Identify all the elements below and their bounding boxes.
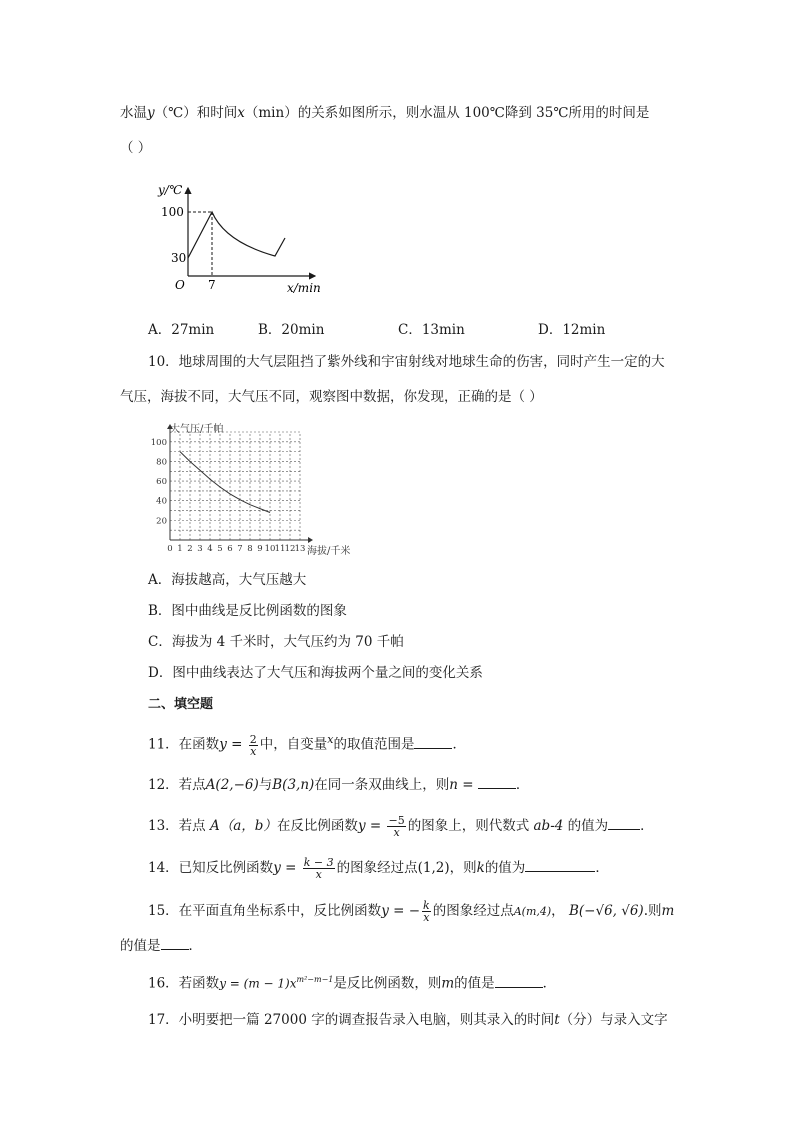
q12: 12．若点A(2,−6)与B(3,n)在同一条双曲线上，则n = ． <box>148 774 529 795</box>
q10-x-tick-label: 10 <box>264 544 276 554</box>
q10-option-c: C．海拔为 4 千米时，大气压约为 70 千帕 <box>148 634 404 650</box>
q10-series-line <box>180 452 270 513</box>
q10-x-tick-label: 13 <box>294 544 306 554</box>
q10-x-tick-label: 7 <box>237 544 243 554</box>
q10-x-tick-label: 11 <box>274 544 286 554</box>
q15-line2: 的值是 ． <box>120 935 202 956</box>
q14: 14．已知反比例函数y = $\frac{k - 3}{x}$ 的图象经过点(1,2)，则k的值为 ． <box>148 856 609 881</box>
q14-fraction: $\frac{k - 3}{x}$ <box>303 856 334 881</box>
q17: 17．小明要把一篇 27000 字的调查报告录入电脑，则其录入的时间t（分）与录入文字 <box>148 1012 668 1028</box>
q9-option-d: D．12min <box>538 322 606 338</box>
q10-line2: 气压，海拔不同，大气压不同，观察图中数据，你发现，正确的是（ ） <box>120 389 543 405</box>
q10-y-tick-label: 80 <box>156 457 167 468</box>
q9-option-b: B．20min <box>258 322 325 338</box>
q9-temperature-graph <box>150 180 330 300</box>
q10-x-tick-label: 4 <box>207 544 213 554</box>
q9-tick-7: 7 <box>208 278 216 292</box>
q10-line1: 10．地球周围的大气层阻挡了紫外线和宇宙射线对地球生命的伤害，同时产生一定的大 <box>148 354 665 370</box>
q10-pressure-chart <box>140 420 380 562</box>
section-title-fill-in: 二、填空题 <box>148 697 214 712</box>
q9-x-label: x/min <box>287 281 321 295</box>
q16: 16．若函数$y = (m - 1)x^{m^2-m-1}$是反比例函数，则m的值是 ． <box>148 970 556 994</box>
q10-x-tick-label: 12 <box>284 544 296 554</box>
q10-option-d: D．图中曲线表达了大气压和海拔两个量之间的变化关系 <box>148 665 483 681</box>
q9-line1: 水温y（℃）和时间x（min）的关系如图所示，则水温从 100℃降到 35℃所用的时间是 <box>120 105 650 121</box>
q14-answer-blank <box>525 857 595 872</box>
q10-y-tick-label: 100 <box>150 437 167 448</box>
q9-tick-100: 100 <box>161 205 184 219</box>
q10-option-b: B．图中曲线是反比例函数的图象 <box>148 603 347 619</box>
q9-temperature-curve <box>188 212 285 258</box>
q16-answer-blank <box>495 973 543 988</box>
q10-option-a: A．海拔越高，大气压越大 <box>148 572 307 588</box>
q10-x-tick-label: 1 <box>177 544 183 554</box>
q15-fraction: $\frac{k}{x}$ <box>423 899 430 924</box>
q10-x-tick-label: 2 <box>187 544 193 554</box>
q10-y-tick-label: 20 <box>156 516 167 527</box>
q10-x-arrow <box>308 537 313 543</box>
q13-answer-blank <box>608 815 640 830</box>
q10-x-tick-label: 0 <box>167 544 173 554</box>
q10-y-tick-label: 40 <box>156 496 167 507</box>
q9-line2: （ ） <box>120 140 152 156</box>
q9-option-c: C．13min <box>398 322 465 338</box>
q11-answer-blank <box>414 734 452 749</box>
q10-x-tick-label: 3 <box>197 544 203 554</box>
q11: 11．在函数y = $\frac{2}{x}$ 中，自变量$^x$的取值范围是 ． <box>148 732 466 758</box>
q10-x-label: 海拔/千米 <box>307 546 351 557</box>
q10-x-tick-label: 9 <box>257 544 263 554</box>
q9-origin: O <box>175 278 185 292</box>
q10-x-tick-label: 5 <box>217 544 223 554</box>
q9-y-label: y/℃ <box>158 183 183 197</box>
q13-fraction: $\frac{-5}{x}$ <box>388 814 405 839</box>
q10-y-label: 大气压/千帕 <box>170 424 224 435</box>
q15-answer-blank <box>161 935 189 950</box>
q13: 13．若点 A（a，b）在反比例函数y = $\frac{-5}{x}$ 的图象上，则代数式 ab-4 的值为 ． <box>148 814 654 839</box>
q9-option-a: A．27min <box>148 322 215 338</box>
q10-x-tick-label: 8 <box>247 544 253 554</box>
q10-y-tick-label: 60 <box>156 477 167 488</box>
q11-fraction: $\frac{2}{x}$ <box>249 732 257 758</box>
q10-x-tick-label: 6 <box>227 544 233 554</box>
q15-line1: 15．在平面直角坐标系中，反比例函数y = − $\frac{k}{x}$ 的图象经过点A(m,4)， B(−√6, √6).则m <box>148 899 675 924</box>
q9-tick-30: 30 <box>171 251 187 265</box>
q12-answer-blank <box>478 774 516 789</box>
